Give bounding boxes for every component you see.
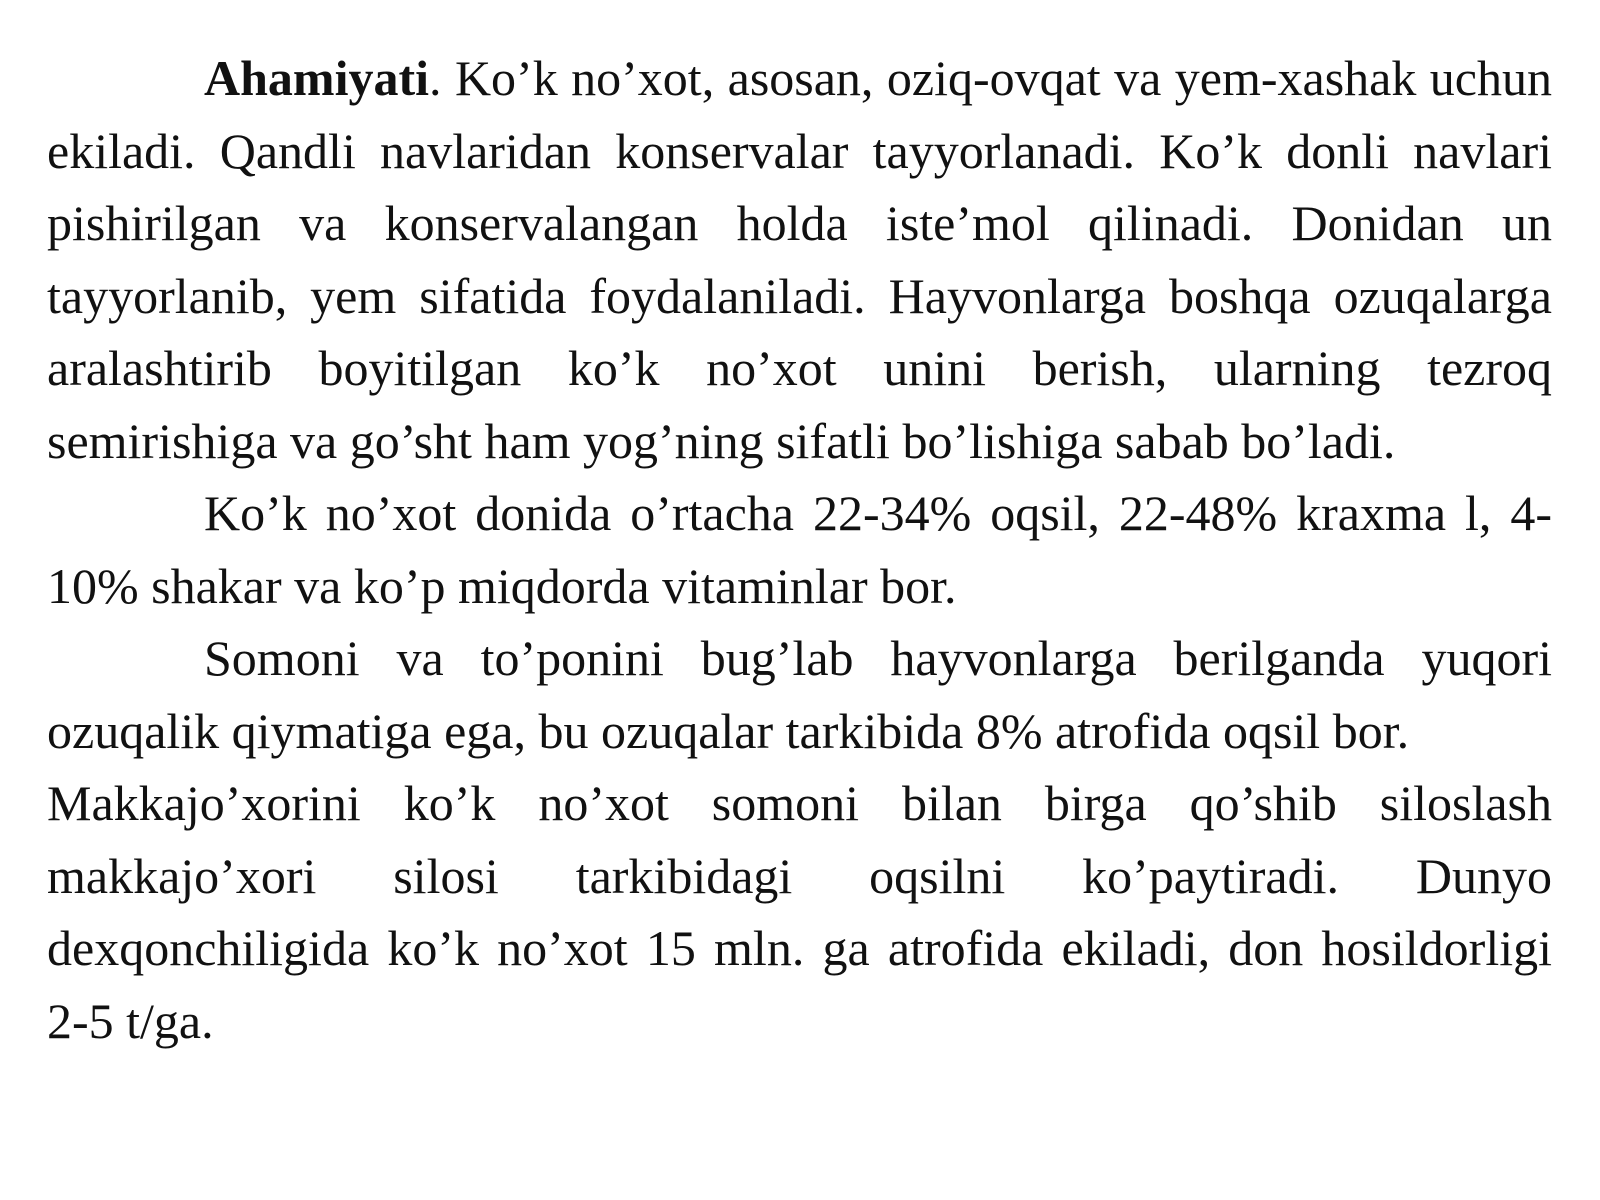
paragraph-silage: Makkajo’xorini ko’k no’xot somoni bilan birga qo’shib siloslash makkajo’xori silosi tarkibidagi oqsilni ko’paytiradi. Dunyo dexqonchiligida ko’k no’xot 15 mln. ga atrofida ekiladi, don hosildorligi 2-5 t/ga. xyxy=(47,775,1552,1049)
paragraph-importance xyxy=(47,42,1552,477)
section-term: Ahamiyati xyxy=(204,50,429,106)
paragraph-composition: Ko’k no’xot donida o’rtacha 22-34% oqsil, 22-48% kraxma l, 4-10% shakar va ko’p miqdorda vitaminlar bor. xyxy=(47,485,1552,614)
paragraph-importance-text: . Ko’k no’xot, asosan, oziq-ovqat va yem-xashak uchun ekiladi. Qandli navlaridan konservalar tayyorlanadi. Ko’k donli navlari pishirilgan va konservalangan holda iste’mol qilinadi. Donidan un tayyorlanib, yem sifatida foydalaniladi. Hayvonlarga boshqa ozuqalarga aralashtirib boyitilgan ko’k no’xot unini berish, ularning tezroq semirishiga va go’sht ham yog’ning sifatli bo’lishiga sabab bo’ladi. xyxy=(47,50,1552,469)
document-page xyxy=(47,42,1552,1057)
paragraph-straw: Somoni va to’ponini bug’lab hayvonlarga berilganda yuqori ozuqalik qiymatiga ega, bu ozuqalar tarkibida 8% atrofida oqsil bor. xyxy=(47,630,1552,759)
